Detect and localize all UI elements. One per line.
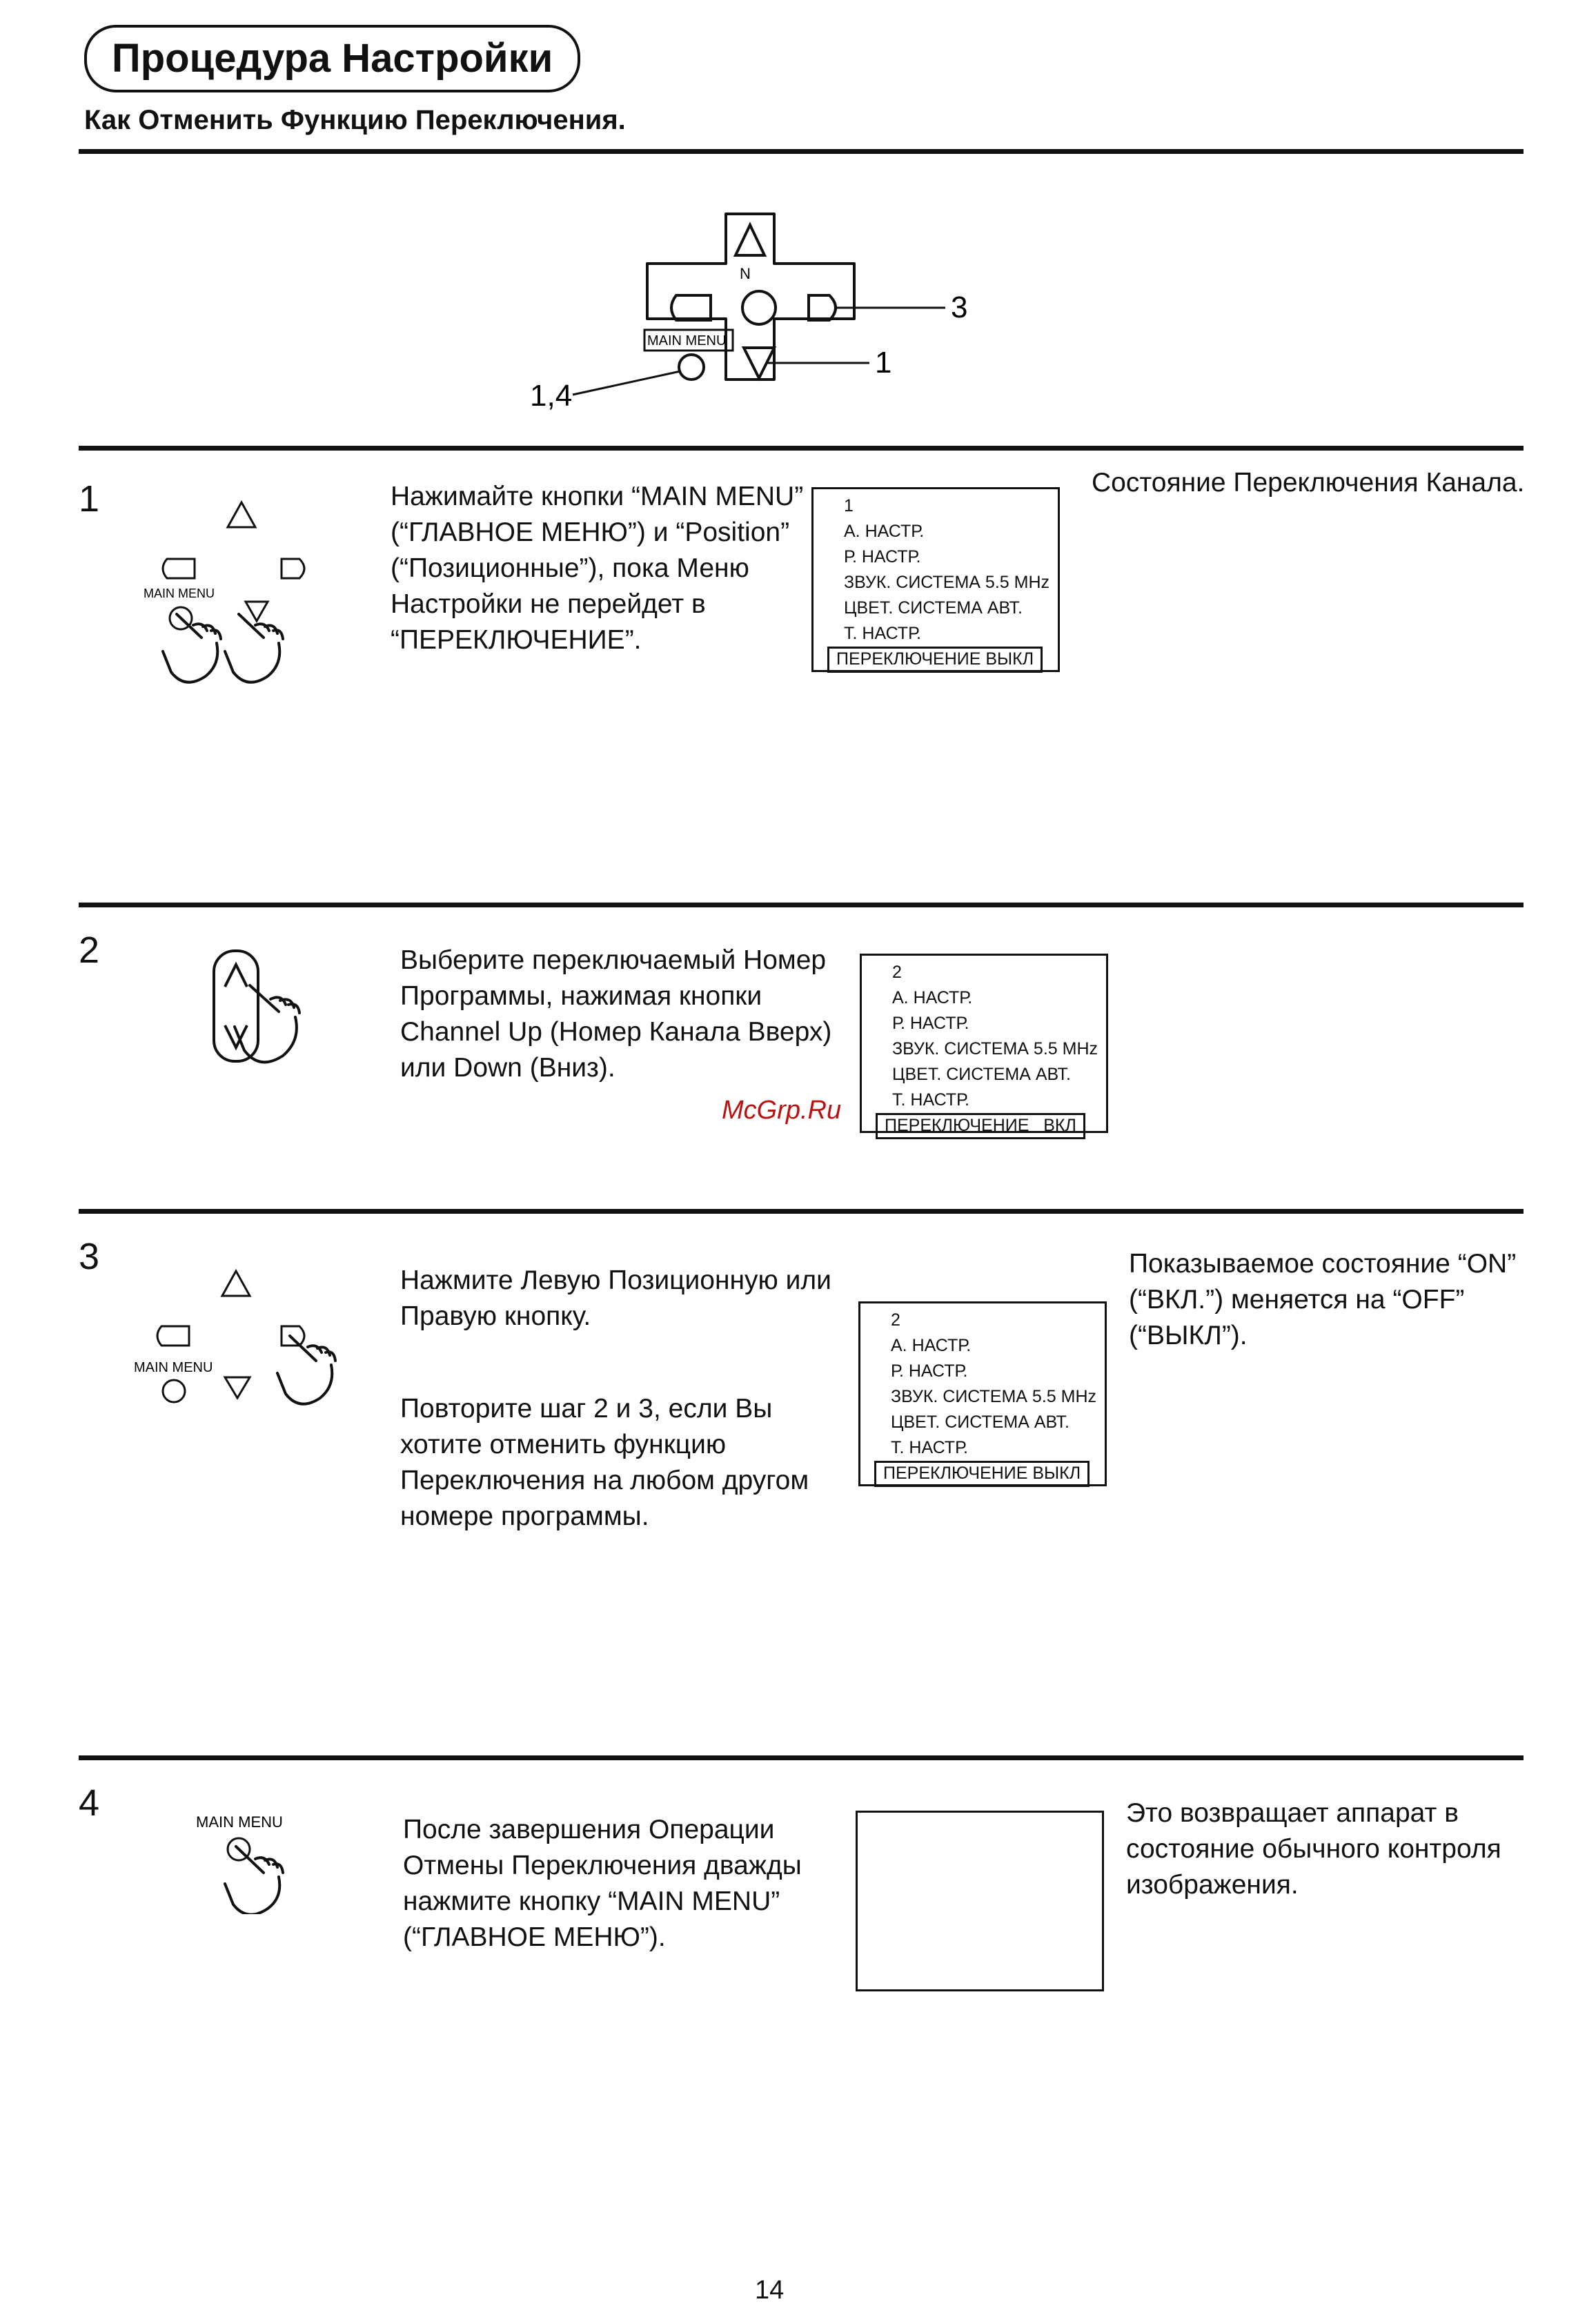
step-3-note: Показываемое состояние “ON” (“ВКЛ.”) меняется на “OFF” (“ВЫКЛ”).: [1129, 1249, 1517, 1350]
step-2-channel-icon: [207, 945, 373, 1070]
main-menu-button-icon: [679, 355, 704, 380]
section-subtitle: Как Отменить Функцию Переключения.: [84, 105, 626, 135]
step-4-main-menu-icon: [186, 1811, 352, 1914]
step-4-instructions: После завершения Операции Отмены Переключения дважды нажмите кнопку “MAIN MENU” (“ГЛАВНОЕ МЕНЮ”).: [403, 1815, 802, 1952]
step-3-instructions: Нажмите Левую Позиционную или Правую кнопку.: [400, 1266, 831, 1331]
step-number: 3: [79, 1236, 100, 1277]
step-divider-2: [79, 903, 1524, 907]
channel-up-icon: [225, 965, 247, 987]
page-number: 14: [755, 2276, 785, 2305]
callout-right: 3: [951, 290, 968, 324]
step-1-remote-icon: [135, 490, 328, 690]
step-1-note: Состояние Переключения Канала.: [1092, 468, 1525, 498]
main-menu-label: MAIN MENU: [134, 1360, 213, 1375]
down-arrow-icon: [246, 602, 268, 621]
callout-line-main-menu: [573, 371, 680, 395]
down-arrow-icon: [225, 1377, 250, 1398]
pressing-hand-icon: [163, 614, 283, 682]
highlighted-menu-item: ПЕРЕКЛЮЧЕНИЕ ВЫКЛ: [827, 647, 1043, 673]
step-divider-4: [79, 1755, 1524, 1760]
center-button-icon: [742, 291, 776, 324]
step-3-remote-icon: [128, 1256, 377, 1421]
right-arrow-icon: [282, 559, 304, 578]
step-1-instructions: Нажимайте кнопки “MAIN MENU” (“ГЛАВНОЕ МЕНЮ”) и “Position” (“Позиционные”), пока Меню Настройки не перейдет в “ПЕРЕКЛЮЧЕНИЕ”.: [391, 482, 804, 655]
left-arrow-icon: [157, 1326, 189, 1346]
osd-menu-step-3: 2 А. НАСТР. Р. НАСТР. ЗВУК. СИСТЕМА 5.5 MHz ЦВЕТ. СИСТЕМА АВТ. Т. НАСТР. ПЕРЕКЛЮЧЕНИЕ ВЫКЛ: [858, 1301, 1107, 1486]
callout-main-menu: 1,4: [530, 379, 573, 413]
callout-down: 1: [875, 346, 892, 380]
osd-menu-step-1: 1 А. НАСТР. Р. НАСТР. ЗВУК. СИСТЕМА 5.5 MHz ЦВЕТ. СИСТЕМА АВТ. Т. НАСТР. ПЕРЕКЛЮЧЕНИЕ ВЫКЛ: [811, 487, 1060, 672]
pressing-hand-icon: [225, 1847, 283, 1914]
step-4-note: Это возвращает аппарат в состояние обычного контроля изображения.: [1126, 1798, 1501, 1900]
blank-tv-screen: [856, 1811, 1104, 1991]
highlighted-menu-item: ПЕРЕКЛЮЧЕНИЕ ВКЛ: [876, 1113, 1085, 1139]
watermark: McGrp.Ru: [722, 1096, 842, 1125]
remote-diagram: [511, 207, 1021, 414]
highlighted-menu-item: ПЕРЕКЛЮЧЕНИЕ ВЫКЛ: [874, 1461, 1090, 1487]
step-number: 1: [79, 478, 100, 520]
step-3-repeat-note: Повторите шаг 2 и 3, если Вы хотите отменить функцию Переключения на любом другом номере программы.: [400, 1394, 809, 1531]
left-arrow-icon: [163, 559, 195, 578]
main-menu-label: MAIN MENU: [647, 333, 727, 348]
osd-menu-step-2: 2 А. НАСТР. Р. НАСТР. ЗВУК. СИСТЕМА 5.5 MHz ЦВЕТ. СИСТЕМА АВТ. Т. НАСТР. ПЕРЕКЛЮЧЕНИЕ ВКЛ: [860, 954, 1108, 1133]
step-number: 2: [79, 929, 100, 971]
page-title: Процедура Настройки: [84, 25, 580, 92]
step-number: 4: [79, 1782, 100, 1824]
main-menu-label: MAIN MENU: [196, 1813, 283, 1831]
pressing-hand-icon: [235, 985, 299, 1062]
step-2-instructions: Выберите переключаемый Номер Программы, нажимая кнопки Channel Up (Номер Канала Вверх) или Down (Вниз).: [400, 945, 832, 1083]
up-arrow-icon: [228, 502, 255, 527]
header-divider: [79, 149, 1524, 154]
right-arrow-icon: [809, 295, 836, 320]
main-menu-label: MAIN MENU: [144, 587, 215, 600]
step-divider-1: [79, 446, 1524, 451]
step-divider-3: [79, 1209, 1524, 1214]
left-arrow-icon: [671, 295, 711, 320]
right-arrow-icon: [282, 1326, 304, 1346]
up-arrow-icon: [736, 225, 765, 255]
up-arrow-icon: [222, 1271, 250, 1296]
center-label: N: [740, 265, 751, 282]
